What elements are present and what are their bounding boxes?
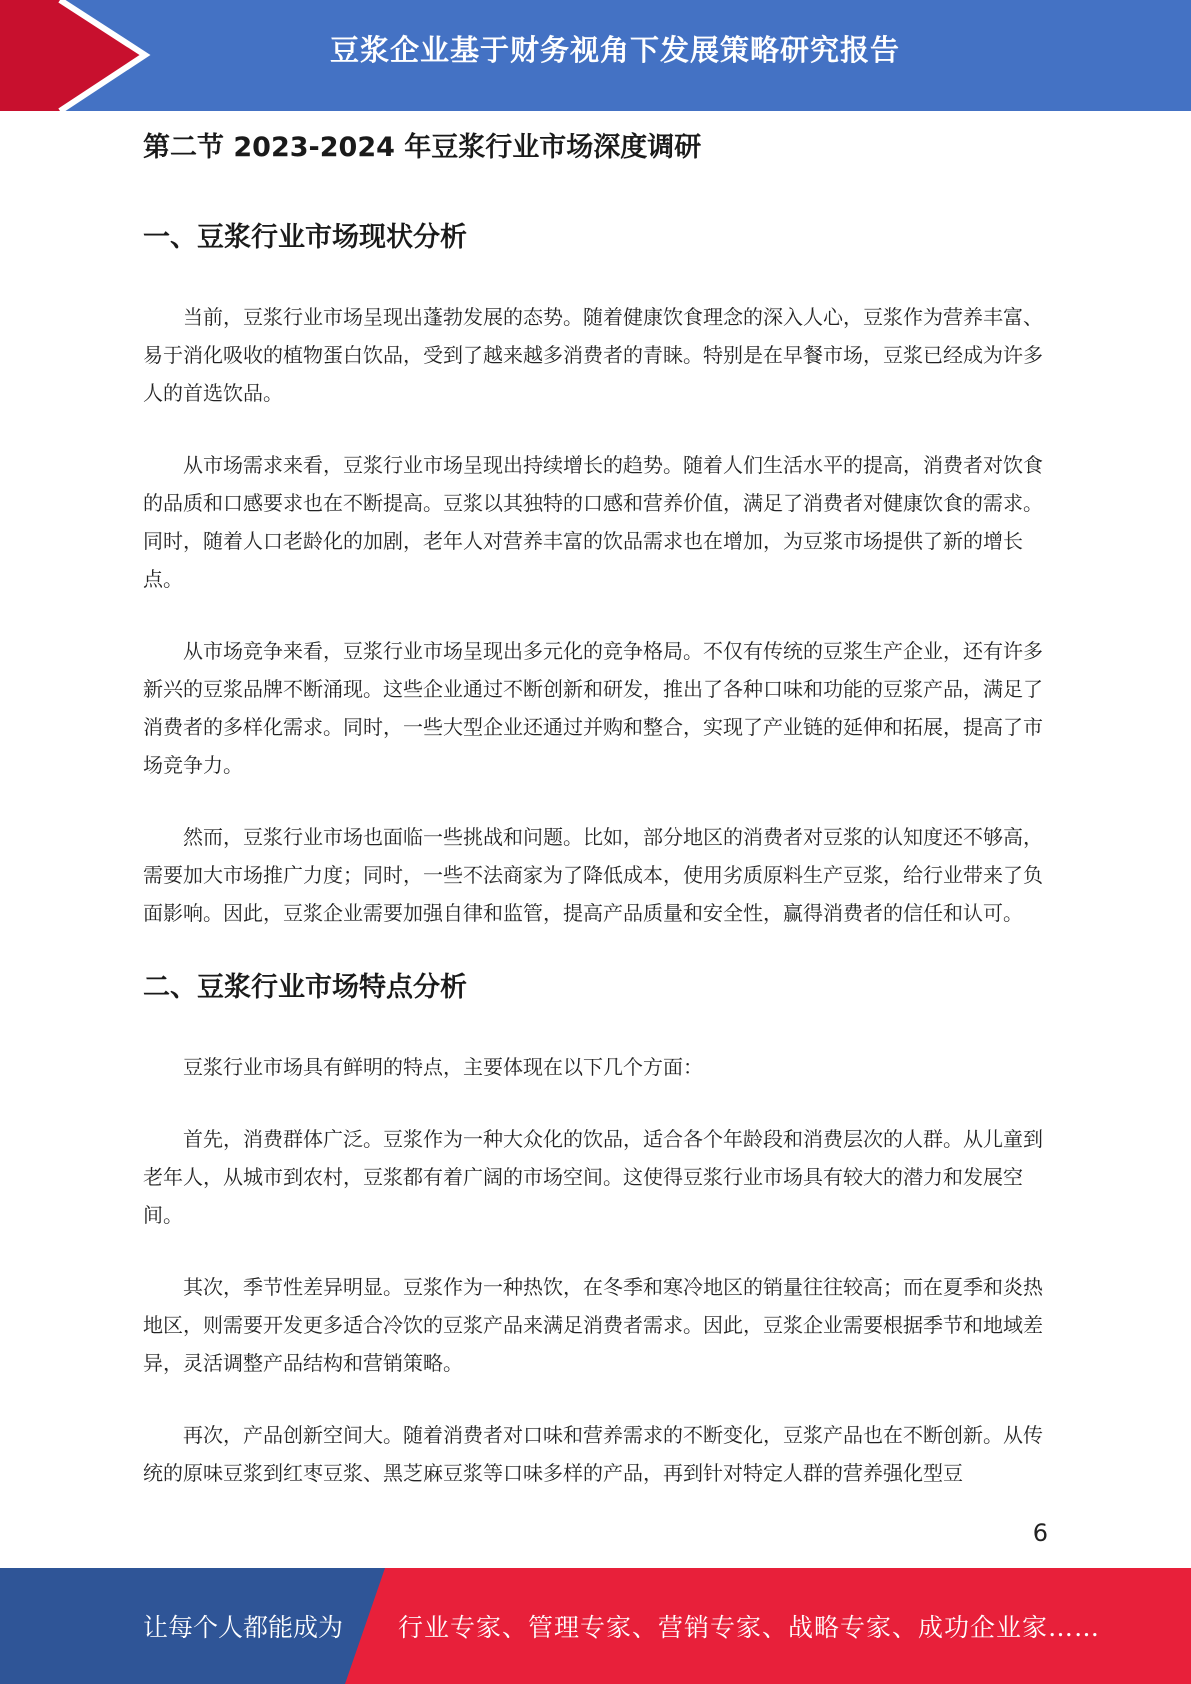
header-banner [0,0,1191,111]
section-title: 第二节 2023-2024 年豆浆行业市场深度调研 [143,132,702,163]
paragraph: 从市场竞争来看，豆浆行业市场呈现出多元化的竞争格局。不仅有传统的豆浆生产企业，还有许多新兴的豆浆品牌不断涌现。这些企业通过不断创新和研发，推出了各种口味和功能的豆浆产品，满足了消费者的多样化需求。同时，一些大型企业还通过并购和整合，实现了产业链的延伸和拓展，提高了市场竞争力。 [143,639,1043,777]
paragraph: 当前，豆浆行业市场呈现出蓬勃发展的态势。随着健康饮食理念的深入人心，豆浆作为营养丰富、易于消化吸收的植物蛋白饮品，受到了越来越多消费者的青睐。特别是在早餐市场，豆浆已经成为许多人的首选饮品。 [143,305,1043,405]
heading-market-features: 二、豆浆行业市场特点分析 [143,972,467,1003]
footer-slogan-right: 行业专家、管理专家、营销专家、战略专家、成功企业家…… [398,1613,1101,1642]
page-content [143,128,1046,1492]
report-title: 豆浆企业基于财务视角下发展策略研究报告 [330,33,901,67]
heading-market-status: 一、豆浆行业市场现状分析 [143,222,467,253]
footer-banner [0,1568,1191,1684]
paragraph: 豆浆行业市场具有鲜明的特点，主要体现在以下几个方面： [183,1055,703,1079]
paragraph: 再次，产品创新空间大。随着消费者对口味和营养需求的不断变化，豆浆产品也在不断创新。从传统的原味豆浆到红枣豆浆、黑芝麻豆浆等口味多样的产品，再到针对特定人群的营养强化型豆 [143,1423,1043,1485]
paragraph: 然而，豆浆行业市场也面临一些挑战和问题。比如，部分地区的消费者对豆浆的认知度还不够高，需要加大市场推广力度；同时，一些不法商家为了降低成本，使用劣质原料生产豆浆，给行业带来了负面影响。因此，豆浆企业需要加强自律和监管，提高产品质量和安全性，赢得消费者的信任和认可。 [143,825,1043,925]
paragraph: 其次，季节性差异明显。豆浆作为一种热饮，在冬季和寒冷地区的销量往往较高；而在夏季和炎热地区，则需要开发更多适合冷饮的豆浆产品来满足消费者需求。因此，豆浆企业需要根据季节和地域差异，灵活调整产品结构和营销策略。 [143,1275,1043,1375]
page-number: 6 [1032,1519,1048,1547]
paragraph: 从市场需求来看，豆浆行业市场呈现出持续增长的趋势。随着人们生活水平的提高，消费者对饮食的品质和口感要求也在不断提高。豆浆以其独特的口感和营养价值，满足了消费者对健康饮食的需求。同时，随着人口老龄化的加剧，老年人对营养丰富的饮品需求也在增加，为豆浆市场提供了新的增长点。 [143,453,1043,591]
paragraph: 首先，消费群体广泛。豆浆作为一种大众化的饮品，适合各个年龄段和消费层次的人群。从儿童到老年人，从城市到农村，豆浆都有着广阔的市场空间。这使得豆浆行业市场具有较大的潜力和发展空间。 [143,1127,1043,1227]
footer-slogan-left: 让每个人都能成为 [143,1613,344,1642]
